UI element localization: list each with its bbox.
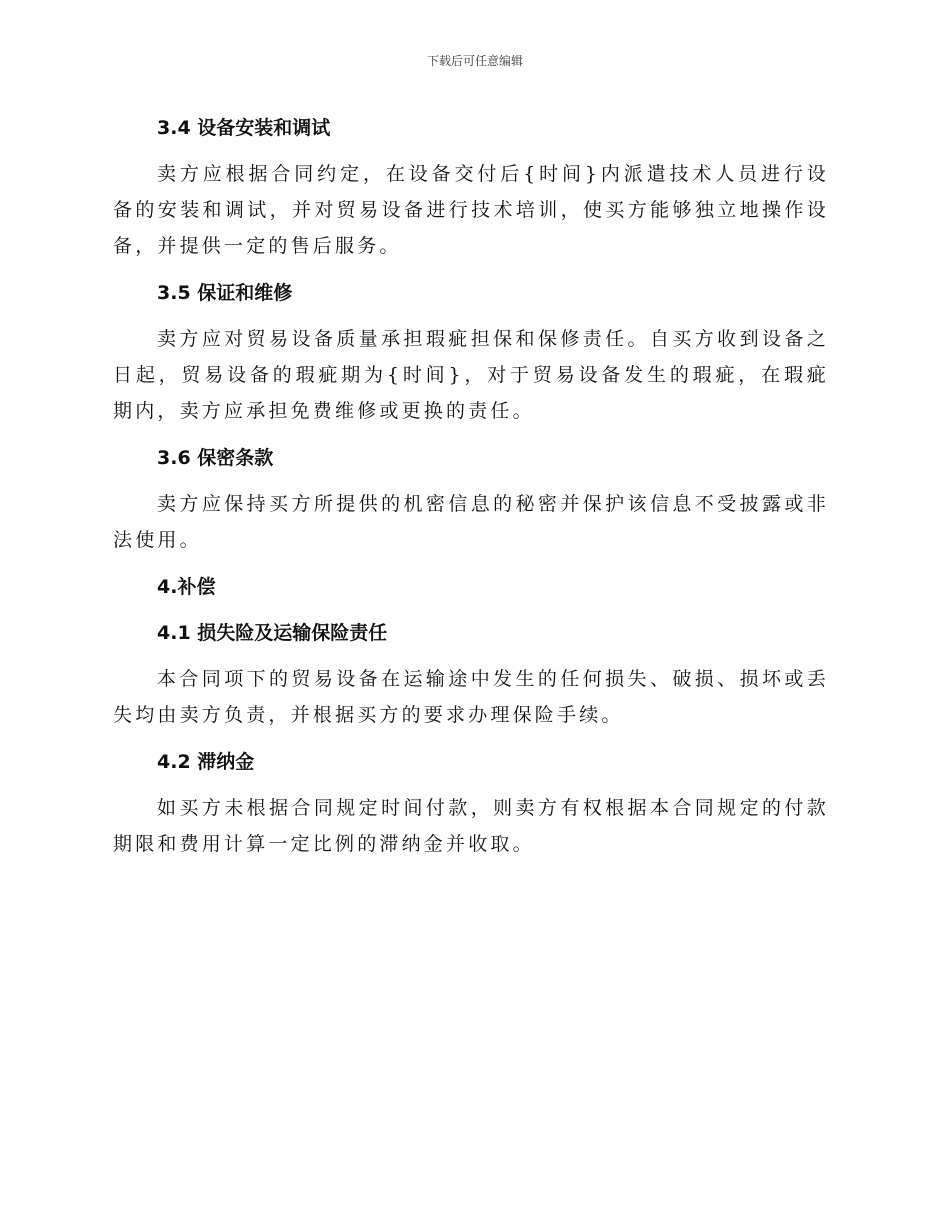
section-heading-4-1: 4.1 损失险及运输保险责任 <box>157 622 388 644</box>
section-heading-4: 4.补偿 <box>157 576 216 598</box>
page-header: 下载后可任意编辑 <box>426 54 523 68</box>
document-body <box>113 110 829 873</box>
section-paragraph-3-4: 卖方应根据合同约定，在设备交付后{时间}内派遣技术人员进行设备的安装和调试，并对贸易设备进行技术培训，使买方能够独立地操作设备，并提供一定的售后服务。 <box>113 163 829 257</box>
section-paragraph-3-5: 卖方应对贸易设备质量承担瑕疵担保和保修责任。自买方收到设备之日起，贸易设备的瑕疵期为{时间}，对于贸易设备发生的瑕疵，在瑕疵期内，卖方应承担免费维修或更换的责任。 <box>113 328 829 422</box>
section-paragraph-4-2: 如买方未根据合同规定时间付款，则卖方有权根据本合同规定的付款期限和费用计算一定比例的滞纳金并收取。 <box>113 797 829 855</box>
section-paragraph-4-1: 本合同项下的贸易设备在运输途中发生的任何损失、破损、损坏或丢失均由卖方负责，并根据买方的要求办理保险手续。 <box>113 668 829 726</box>
section-heading-3-4: 3.4 设备安装和调试 <box>157 117 331 139</box>
section-paragraph-3-6: 卖方应保持买方所提供的机密信息的秘密并保护该信息不受披露或非法使用。 <box>113 493 829 551</box>
section-heading-3-6: 3.6 保密条款 <box>157 447 274 469</box>
section-heading-3-5: 3.5 保证和维修 <box>157 282 293 304</box>
section-heading-4-2: 4.2 滞纳金 <box>157 751 255 773</box>
